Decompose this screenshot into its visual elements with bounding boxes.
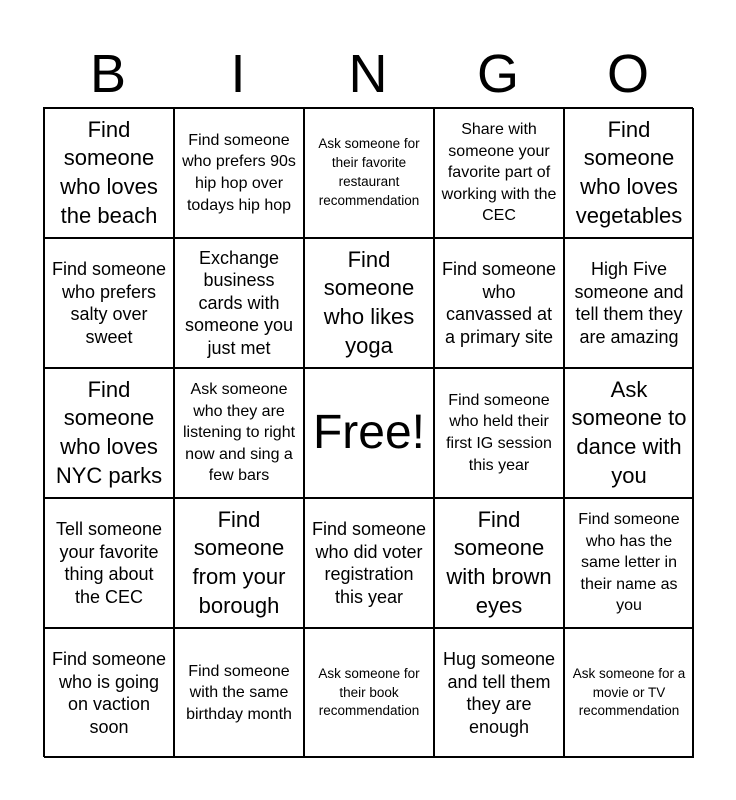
bingo-cell-g1[interactable]: Share with someone your favorite part of working with the CEC <box>434 108 564 238</box>
bingo-header <box>43 40 693 108</box>
bingo-cell-free[interactable]: Free! <box>304 368 434 498</box>
bingo-cell-b5[interactable]: Find someone who is going on vaction soon <box>44 628 174 758</box>
bingo-cell-i1[interactable]: Find someone who prefers 90s hip hop over todays hip hop <box>174 108 304 238</box>
bingo-cell-n2[interactable]: Find someone who likes yoga <box>304 238 434 368</box>
bingo-cell-o1[interactable]: Find someone who loves vegetables <box>564 108 694 238</box>
bingo-cell-b2[interactable]: Find someone who prefers salty over sweet <box>44 238 174 368</box>
header-letter-b: B <box>89 44 127 104</box>
bingo-cell-g4[interactable]: Find someone with brown eyes <box>434 498 564 628</box>
bingo-cell-g3[interactable]: Find someone who held their first IG session this year <box>434 368 564 498</box>
header-letter-i: I <box>230 44 246 104</box>
bingo-cell-i4[interactable]: Find someone from your borough <box>174 498 304 628</box>
bingo-cell-n4[interactable]: Find someone who did voter registration this year <box>304 498 434 628</box>
bingo-cell-o5[interactable]: Ask someone for a movie or TV recommendation <box>564 628 694 758</box>
bingo-cell-n1[interactable]: Ask someone for their favorite restaurant recommendation <box>304 108 434 238</box>
bingo-cell-i5[interactable]: Find someone with the same birthday month <box>174 628 304 758</box>
bingo-board <box>43 107 693 757</box>
bingo-cell-b3[interactable]: Find someone who loves NYC parks <box>44 368 174 498</box>
header-letter-g: G <box>476 44 519 104</box>
bingo-cell-b4[interactable]: Tell someone your favorite thing about the CEC <box>44 498 174 628</box>
bingo-cell-g2[interactable]: Find someone who canvassed at a primary site <box>434 238 564 368</box>
bingo-cell-i2[interactable]: Exchange business cards with someone you just met <box>174 238 304 368</box>
header-letter-o: O <box>606 44 649 104</box>
bingo-cell-i3[interactable]: Ask someone who they are listening to right now and sing a few bars <box>174 368 304 498</box>
bingo-cell-b1[interactable]: Find someone who loves the beach <box>44 108 174 238</box>
header-letter-n: N <box>348 44 388 104</box>
bingo-cell-o2[interactable]: High Five someone and tell them they are amazing <box>564 238 694 368</box>
bingo-cell-g5[interactable]: Hug someone and tell them they are enough <box>434 628 564 758</box>
bingo-cell-n5[interactable]: Ask someone for their book recommendation <box>304 628 434 758</box>
bingo-cell-o3[interactable]: Ask someone to dance with you <box>564 368 694 498</box>
bingo-cell-o4[interactable]: Find someone who has the same letter in their name as you <box>564 498 694 628</box>
